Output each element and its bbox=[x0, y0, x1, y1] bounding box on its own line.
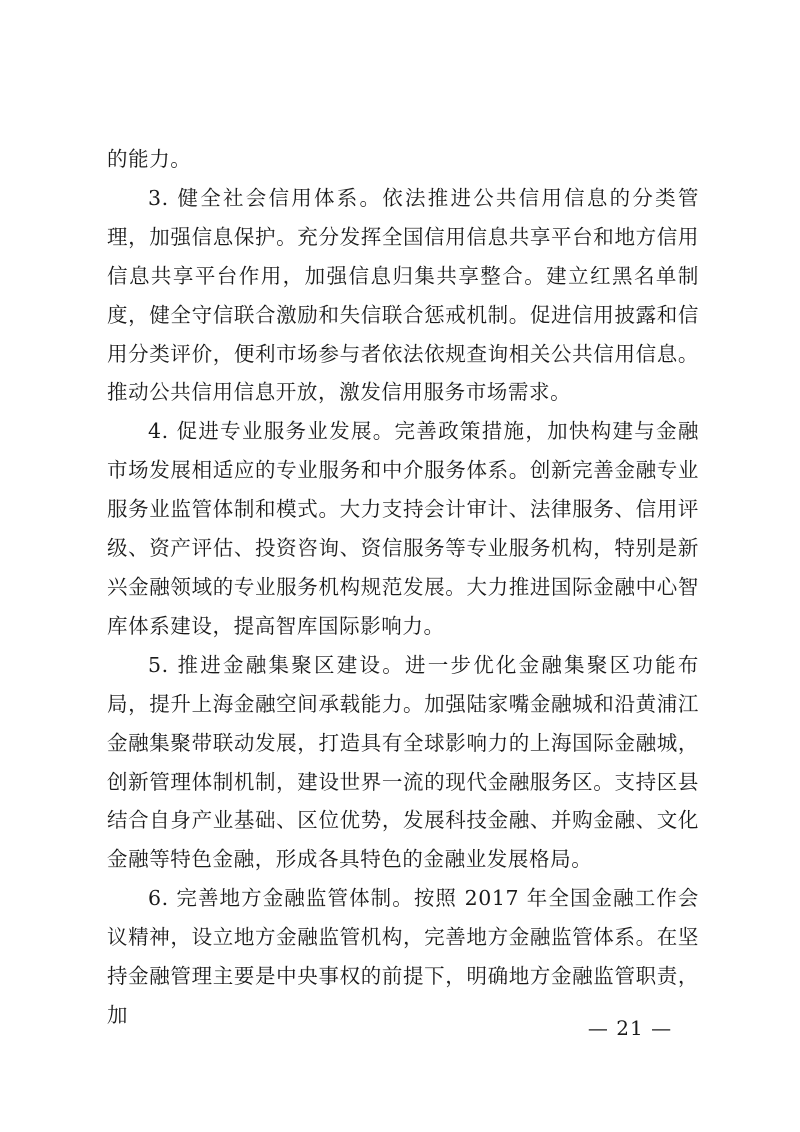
page-number: — 21 — bbox=[587, 1016, 673, 1040]
paragraph-financial-cluster: 5. 推进金融集聚区建设。进一步优化金融集聚区功能布局，提升上海金融空间承载能力。加强陆家嘴金融城和沿黄浦江金融集聚带联动发展，打造具有全球影响力的上海国际金融城，创新管理体制机制，建设世界一流的现代金融服务区。支持区县结合自身产业基础、区位优势，发展科技金融、并购金融、文化金融等特色金融，形成各具特色的金融业发展格局。 bbox=[107, 652, 699, 872]
body-text bbox=[107, 140, 699, 1035]
paragraph-professional-services: 4. 促进专业服务业发展。完善政策措施，加快构建与金融市场发展相适应的专业服务和中介服务体系。创新完善金融专业服务业监管体制和模式。大力支持会计审计、法律服务、信用评级、资产评估、投资咨询、资信服务等专业服务机构，特别是新兴金融领域的专业服务机构规范发展。大力推进国际金融中心智库体系建设，提高智库国际影响力。 bbox=[107, 419, 699, 638]
paragraph-local-supervision: 6. 完善地方金融监管体制。按照 2017 年全国金融工作会议精神，设立地方金融监管机构，完善地方金融监管体系。在坚持金融管理主要是中央事权的前提下，明确地方金融监管职责，加 bbox=[107, 886, 699, 1027]
paragraph-continuation: 的能力。 bbox=[107, 147, 192, 171]
paragraph-credit-system: 3. 健全社会信用体系。依法推进公共信用信息的分类管理，加强信息保护。充分发挥全国信用信息共享平台和地方信用信息共享平台作用，加强信息归集共享整合。建立红黑名单制度，健全守信联合激励和失信联合惩戒机制。促进信用披露和信用分类评价，便利市场参与者依法依规查询相关公共信用信息。推动公共信用信息开放，激发信用服务市场需求。 bbox=[107, 185, 699, 405]
